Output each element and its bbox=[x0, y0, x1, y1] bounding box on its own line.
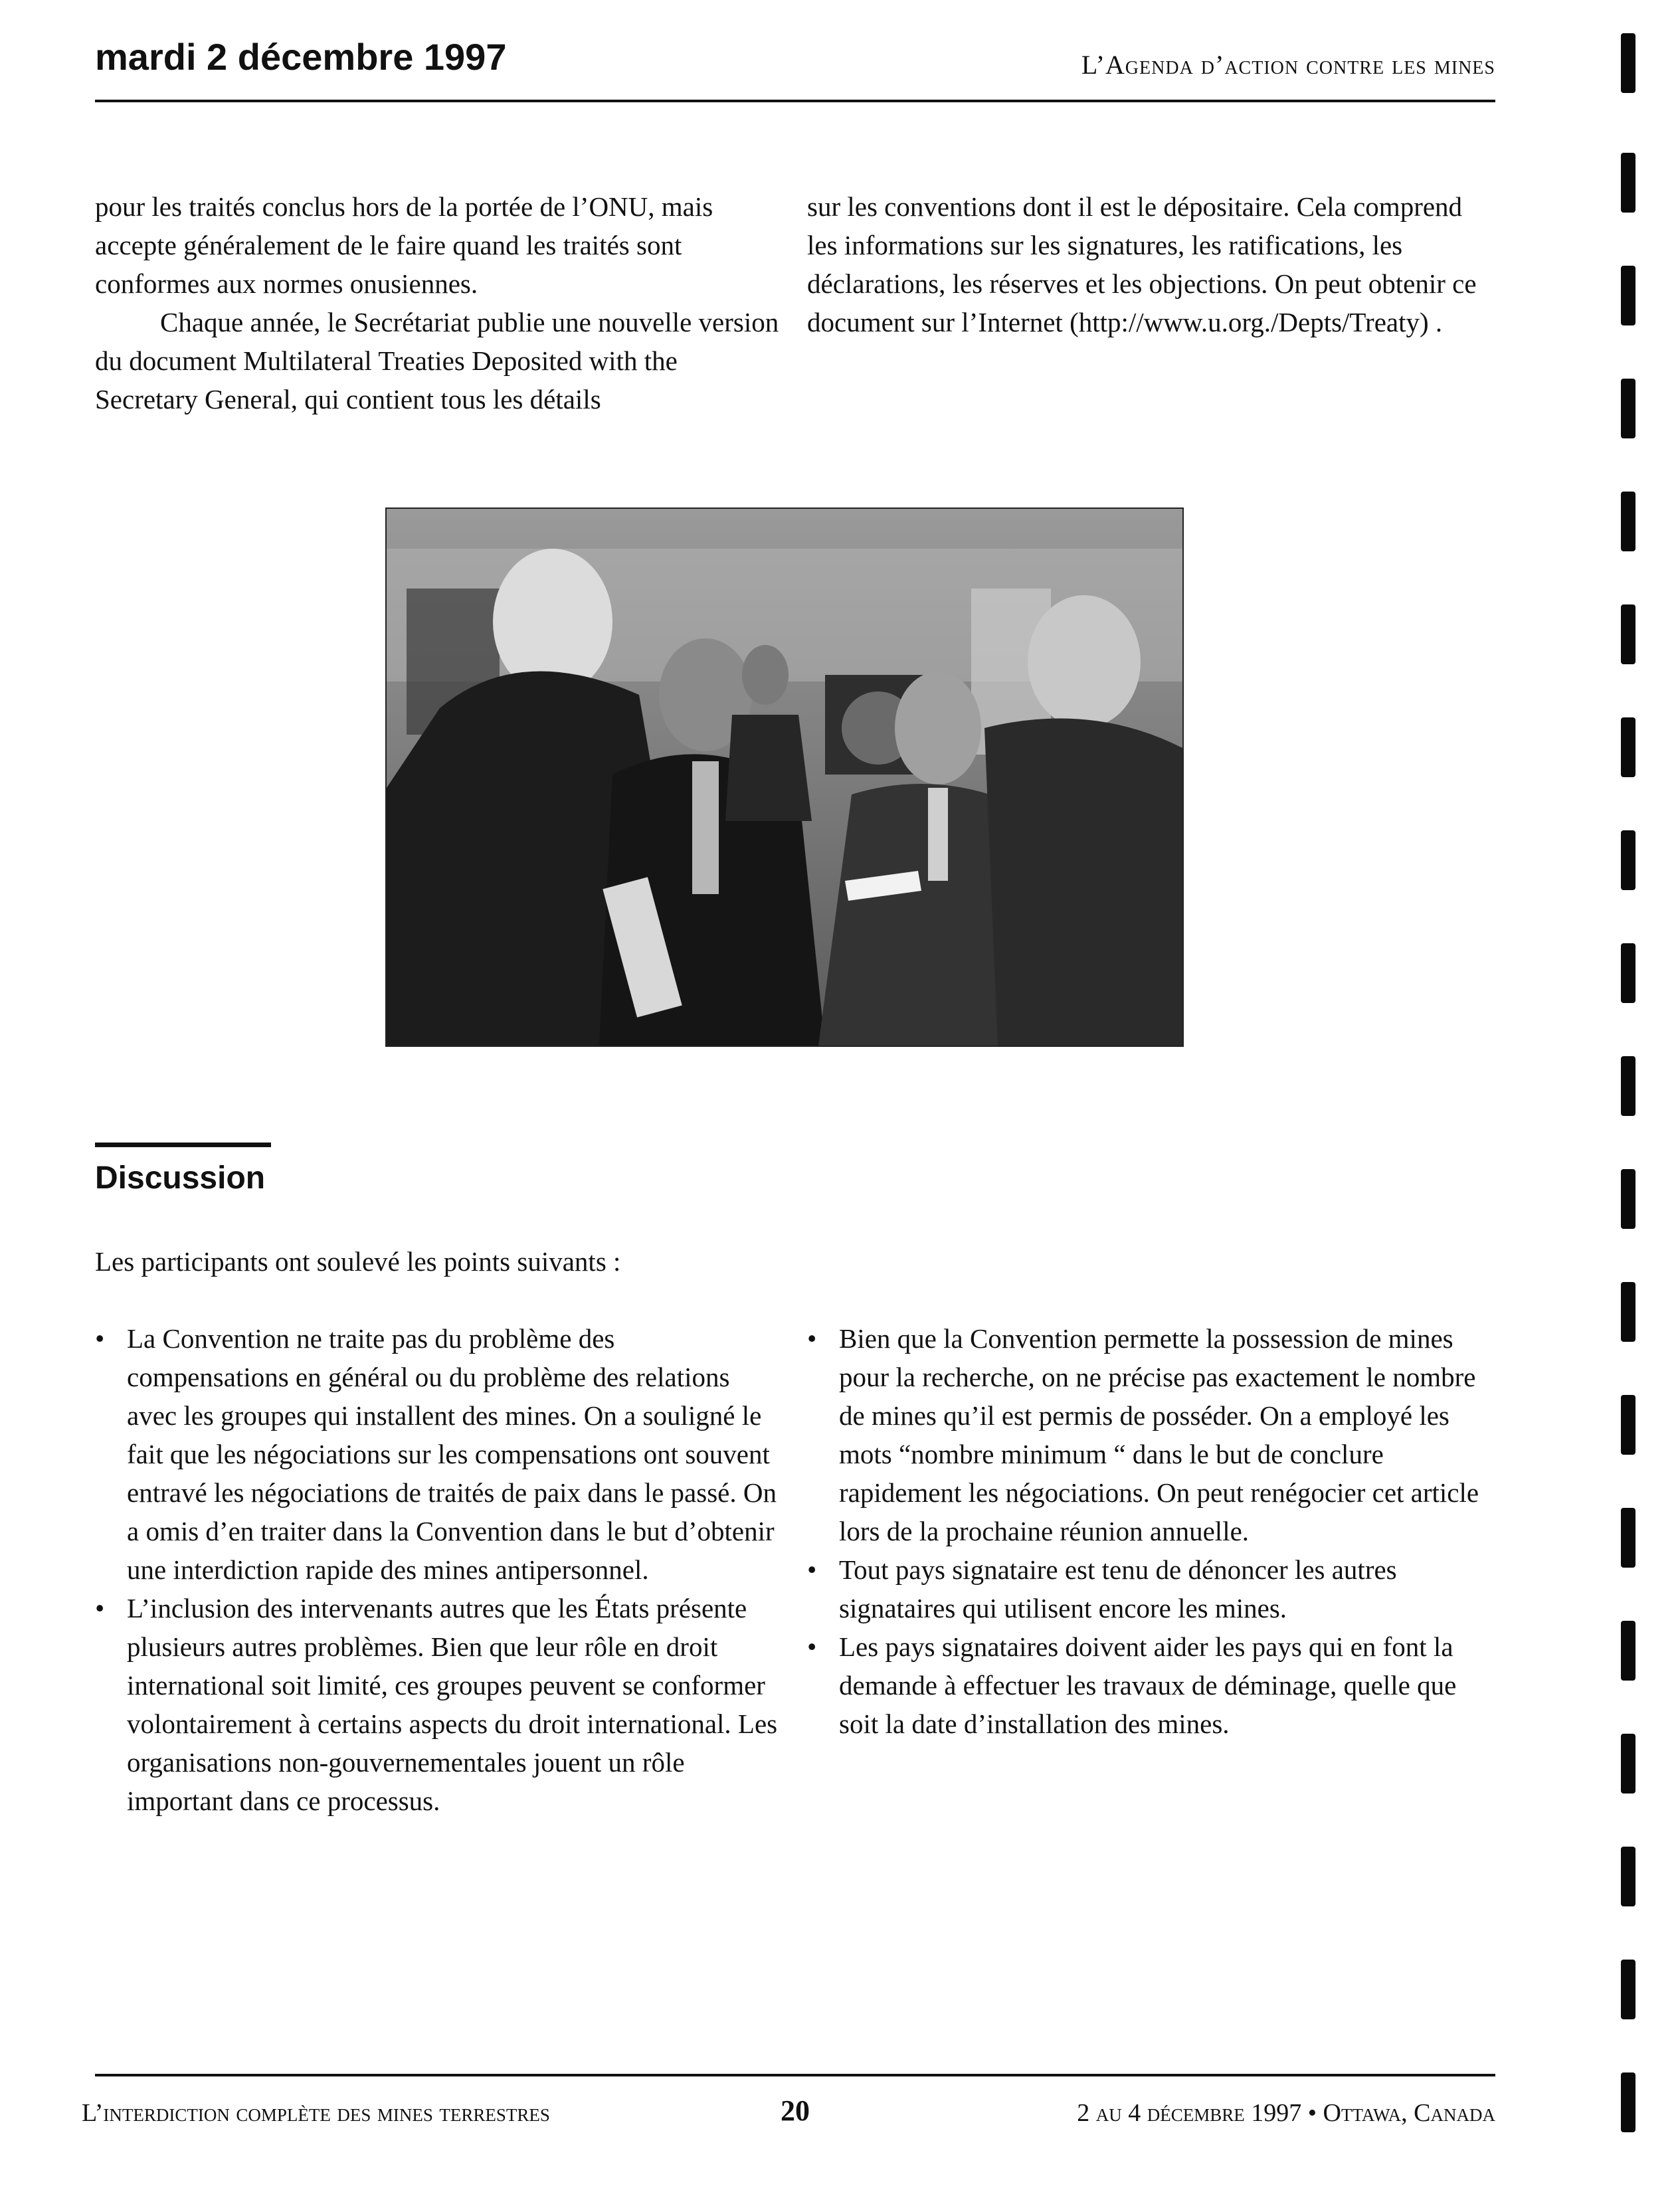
footer-publication-title: L’interdiction complète des mines terrestres bbox=[82, 2099, 550, 2127]
list-item: • Bien que la Convention permette la possession de mines pour la recherche, on ne précise pas exactement le nombre de mines qu’il est permis de posséder. On a employé les mots “nombre minimum “ dans le but de conclure rapidement les négociations. On peut renégocier cet article lors de la prochaine réunion annuelle. bbox=[807, 1319, 1498, 1550]
binding-mark bbox=[1621, 2072, 1635, 2132]
binding-marks bbox=[1621, 0, 1647, 2206]
header-date: mardi 2 décembre 1997 bbox=[95, 36, 507, 78]
binding-mark bbox=[1621, 33, 1635, 93]
binding-mark bbox=[1621, 717, 1635, 777]
binding-mark bbox=[1621, 1395, 1635, 1455]
binding-mark bbox=[1621, 1282, 1635, 1342]
list-item: • Tout pays signataire est tenu de dénoncer les autres signataires qui utilisent encore les mines. bbox=[807, 1550, 1498, 1627]
list-item: • La Convention ne traite pas du problème des compensations en général ou du problème des relations avec les groupes qui installent des mines. On a souligné le fait que les négociations sur les compensations ont souvent entravé les négociations de traités de paix dans le passé. On a omis d’en traiter dans la Convention dans le but d’obtenir une interdiction rapide des mines antipersonnel. bbox=[95, 1319, 779, 1589]
binding-mark bbox=[1621, 379, 1635, 438]
list-item: • L’inclusion des intervenants autres que les États présente plusieurs autres problèmes. Bien que leur rôle en droit international soit limité, ces groupes peuvent se conformer volontairement à certains aspects du droit international. Les organisations non-gouvernementales jouent un rôle important dans ce processus. bbox=[95, 1589, 779, 1820]
discussion-list-left bbox=[95, 1319, 779, 1820]
binding-mark bbox=[1621, 492, 1635, 551]
binding-mark bbox=[1621, 266, 1635, 325]
binding-mark bbox=[1621, 830, 1635, 890]
section-title: Discussion bbox=[95, 1160, 266, 1196]
top-right-paragraph-1: sur les conventions dont il est le dépositaire. Cela comprend les informations sur les signatures, les ratifications, les déclarations, les réserves et les objections. On peut obtenir ce document sur l’Internet (http://www.u.org./Depts/Treaty) . bbox=[807, 191, 1477, 337]
footer-event-info: 2 au 4 décembre 1997 • Ottawa, Canada bbox=[1077, 2099, 1495, 2127]
binding-mark bbox=[1621, 153, 1635, 213]
top-left-column bbox=[95, 187, 779, 418]
page-number: 20 bbox=[781, 2094, 810, 2127]
binding-mark bbox=[1621, 1056, 1635, 1116]
photograph-image bbox=[387, 509, 1182, 1046]
top-left-paragraph-2: Chaque année, le Secrétariat publie une nouvelle version du document Multilateral Treaties Deposited with the Secretary General, qui contient tous les détails bbox=[95, 307, 779, 414]
binding-mark bbox=[1621, 943, 1635, 1003]
top-left-paragraph-1: pour les traités conclus hors de la portée de l’ONU, mais accepte généralement de le faire quand les traités sont conformes aux normes onusiennes. bbox=[95, 191, 713, 299]
header-rule bbox=[95, 100, 1495, 102]
section-rule bbox=[95, 1143, 271, 1147]
discussion-list-right bbox=[807, 1319, 1498, 1743]
header-title: L’Agenda d’action contre les mines bbox=[1081, 50, 1495, 80]
top-right-column bbox=[807, 187, 1485, 341]
binding-mark bbox=[1621, 604, 1635, 664]
binding-mark bbox=[1621, 1621, 1635, 1681]
binding-mark bbox=[1621, 1960, 1635, 2019]
binding-mark bbox=[1621, 1169, 1635, 1229]
section-intro: Les participants ont soulevé les points suivants : bbox=[95, 1246, 621, 1277]
footer-rule bbox=[95, 2074, 1495, 2076]
binding-mark bbox=[1621, 1734, 1635, 1793]
list-item: • Les pays signataires doivent aider les pays qui en font la demande à effectuer les travaux de déminage, quelle que soit la date d’installation des mines. bbox=[807, 1627, 1498, 1743]
binding-mark bbox=[1621, 1508, 1635, 1568]
binding-mark bbox=[1621, 1847, 1635, 1906]
photograph bbox=[385, 507, 1184, 1047]
